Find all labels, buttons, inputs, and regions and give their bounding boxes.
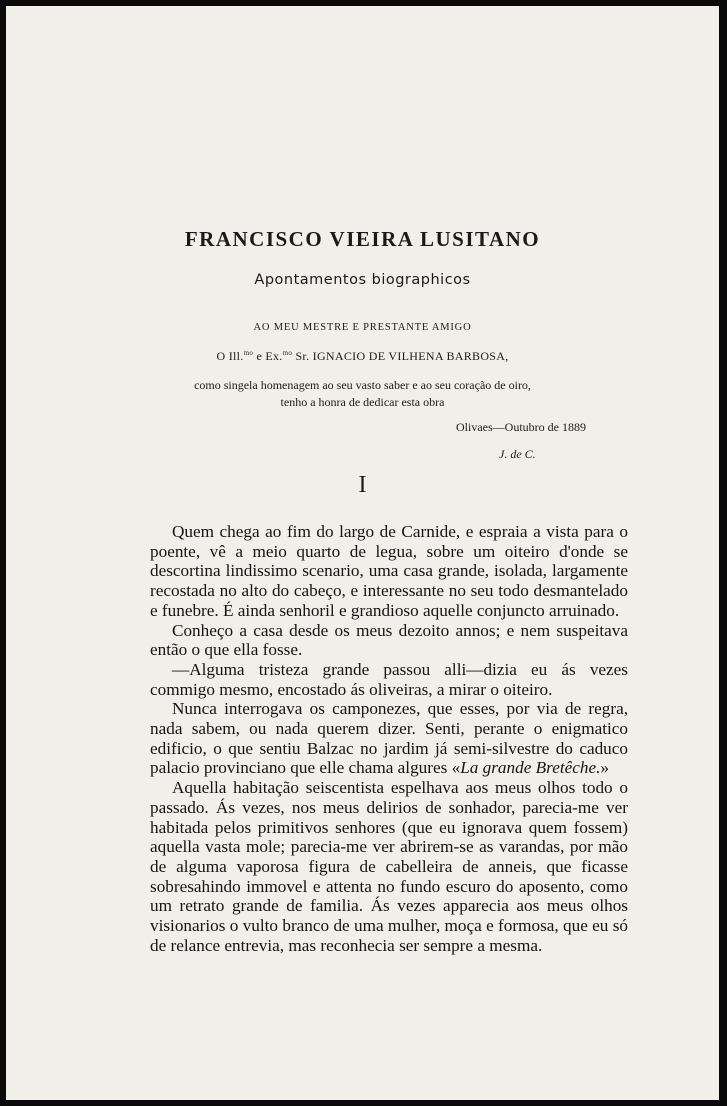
paragraph-text: Nunca interrogava os camponezes, que esses, por via de regra, nada sabem, ou nada querem dizer. Senti, perante o enigmatico edificio, o que sentiu Balzac no jardim já semi-silvestre do caduco palacio provinciano que elle chama algures « — [150, 699, 628, 778]
paragraph: Quem chega ao fim do largo de Carnide, e espraia a vista para o poente, vê a meio quarto de legua, sobre um oiteiro d'onde se descortina lindissimo scenario, uma casa grande, isolada, largamente recostada no alto do cabeço, e interessante no seu todo desmantelado e funebre. É ainda senhoril e grandioso aquelle conjuncto arruinado. — [150, 522, 628, 620]
paragraph — [150, 699, 628, 778]
paragraph: Aquella habitação seiscentista espelhava aos meus olhos todo o passado. Ás vezes, nos meus delirios de sonhador, parecia-me ver habitada pelos primitivos senhores (que eu ignorava quem fossem) aquella vasta mole; parecia-me ver abrirem-se as varandas, por mão de alguma vaporosa figura de cabelleira de anneis, que ficasse sobresahindo immovel e attenta no fundo escuro do aposento, como um retrato grande de familia. Ás vezes apparecia aos meus olhos visionarios o vulto branco de uma mulher, moça e formosa, que eu só de relance entrevia, mas reconhecia ser sempre a mesma. — [150, 778, 628, 955]
dedication-line-3: como singela homenagem ao seu vasto saber e ao seu coração de oiro, — [194, 378, 531, 392]
page-notch — [18, 6, 50, 16]
page-subtitle: Apontamentos biographicos — [254, 272, 471, 288]
dedication-sup-1: mo — [243, 349, 254, 357]
quoted-title: La grande Bretêche. — [460, 758, 601, 778]
chapter-number: I — [358, 472, 367, 498]
dedication-date: Olivaes—Outubro de 1889 — [456, 420, 586, 434]
dedication-sup-2: mo — [282, 349, 293, 357]
paragraph: —Alguma tristeza grande passou alli—dizia eu ás vezes commigo mesmo, encostado ás oliveiras, a mirar o oiteiro. — [150, 659, 628, 699]
dedication-line-4: tenho a honra de dedicar esta obra — [280, 395, 445, 409]
page-title: FRANCISCO VIEIRA LUSITANO — [184, 227, 541, 251]
dedication-line-2 — [6, 349, 719, 364]
dedication-line-1: AO MEU MESTRE E PRESTANTE AMIGO — [253, 322, 472, 333]
paragraph: Conheço a casa desde os meus dezoito annos; e nem suspeitava então o que ella fosse. — [150, 620, 628, 660]
dedication-mid: e Ex. — [253, 349, 283, 363]
dedication-prefix: O Ill. — [216, 349, 244, 363]
body-text — [150, 522, 628, 955]
dedication-name: Sr. IGNACIO DE VILHENA BARBOSA, — [292, 349, 509, 363]
quote-close: » — [600, 758, 609, 778]
dedication-signature: J. de C. — [499, 447, 536, 461]
page — [6, 6, 719, 1100]
